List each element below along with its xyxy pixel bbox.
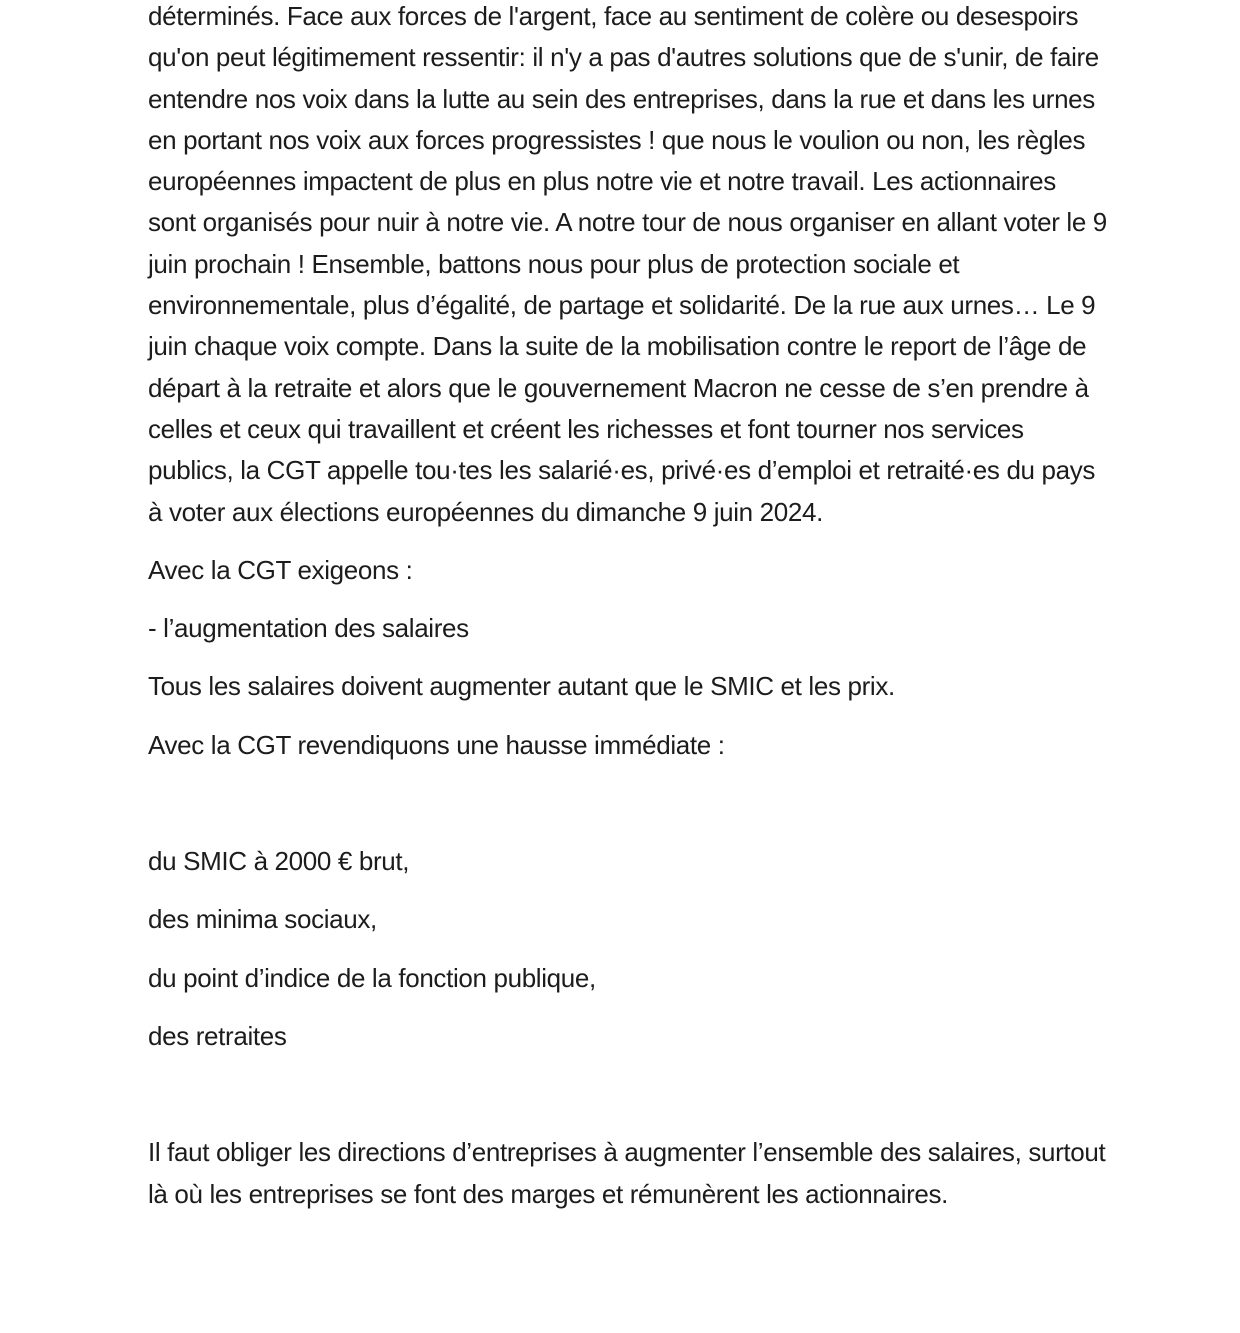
article-body bbox=[148, 0, 1108, 1215]
spacer bbox=[148, 882, 1108, 899]
spacer bbox=[148, 1057, 1108, 1132]
raise-item-minima: des minima sociaux, bbox=[148, 904, 377, 935]
spacer bbox=[148, 708, 1108, 725]
raise-item-point-indice: du point d’indice de la fonction publique, bbox=[148, 962, 596, 993]
spacer bbox=[148, 649, 1108, 666]
demand-detail: Tous les salaires doivent augmenter autant que le SMIC et les prix. bbox=[148, 671, 895, 702]
spacer bbox=[148, 941, 1108, 958]
spacer bbox=[148, 766, 1108, 841]
spacer bbox=[148, 999, 1108, 1016]
spacer bbox=[148, 533, 1108, 550]
closing-paragraph: Il faut obliger les directions d’entreprises à augmenter l’ensemble des salaires, surtout là où les entreprises se font des marges et rémunèrent les actionnaires. bbox=[148, 1137, 1106, 1209]
raise-item-smic: du SMIC à 2000 € brut, bbox=[148, 846, 410, 877]
raise-heading: Avec la CGT revendiquons une hausse immédiate : bbox=[148, 729, 725, 760]
raise-item-retraites: des retraites bbox=[148, 1020, 287, 1051]
demand-item: - l’augmentation des salaires bbox=[148, 613, 469, 644]
demand-heading: Avec la CGT exigeons : bbox=[148, 554, 413, 585]
spacer bbox=[148, 591, 1108, 608]
intro-paragraph: déterminés. Face aux forces de l'argent, face au sentiment de colère ou desespoirs qu'on peut légitimement ressentir: il n'y a pas d'autres solutions que de s'unir, de faire entendre nos voix dans la lutte au sein des entreprises, dans la rue et dans les urnes en portant nos voix aux forces progressistes ! que nous le voulion ou non, les règles européennes impactent de plus en plus notre vie et notre travail. Les actionnaires sont organisés pour nuir à notre vie. A notre tour de nous organiser en allant voter le 9 juin prochain ! Ensemble, battons nous pour plus de protection sociale et environnementale, plus d’égalité, de partage et solidarité. De la rue aux urnes… Le 9 juin chaque voix compte. Dans la suite de la mobilisation contre le report de l’âge de départ à la retraite et alors que le gouvernement Macron ne cesse de s’en prendre à celles et ceux qui travaillent et créent les richesses et font tourner nos services publics, la CGT appelle tou·tes les salarié·es, privé·es d’emploi et retraité·es du pays à voter aux élections européennes du dimanche 9 juin 2024. bbox=[148, 1, 1107, 527]
